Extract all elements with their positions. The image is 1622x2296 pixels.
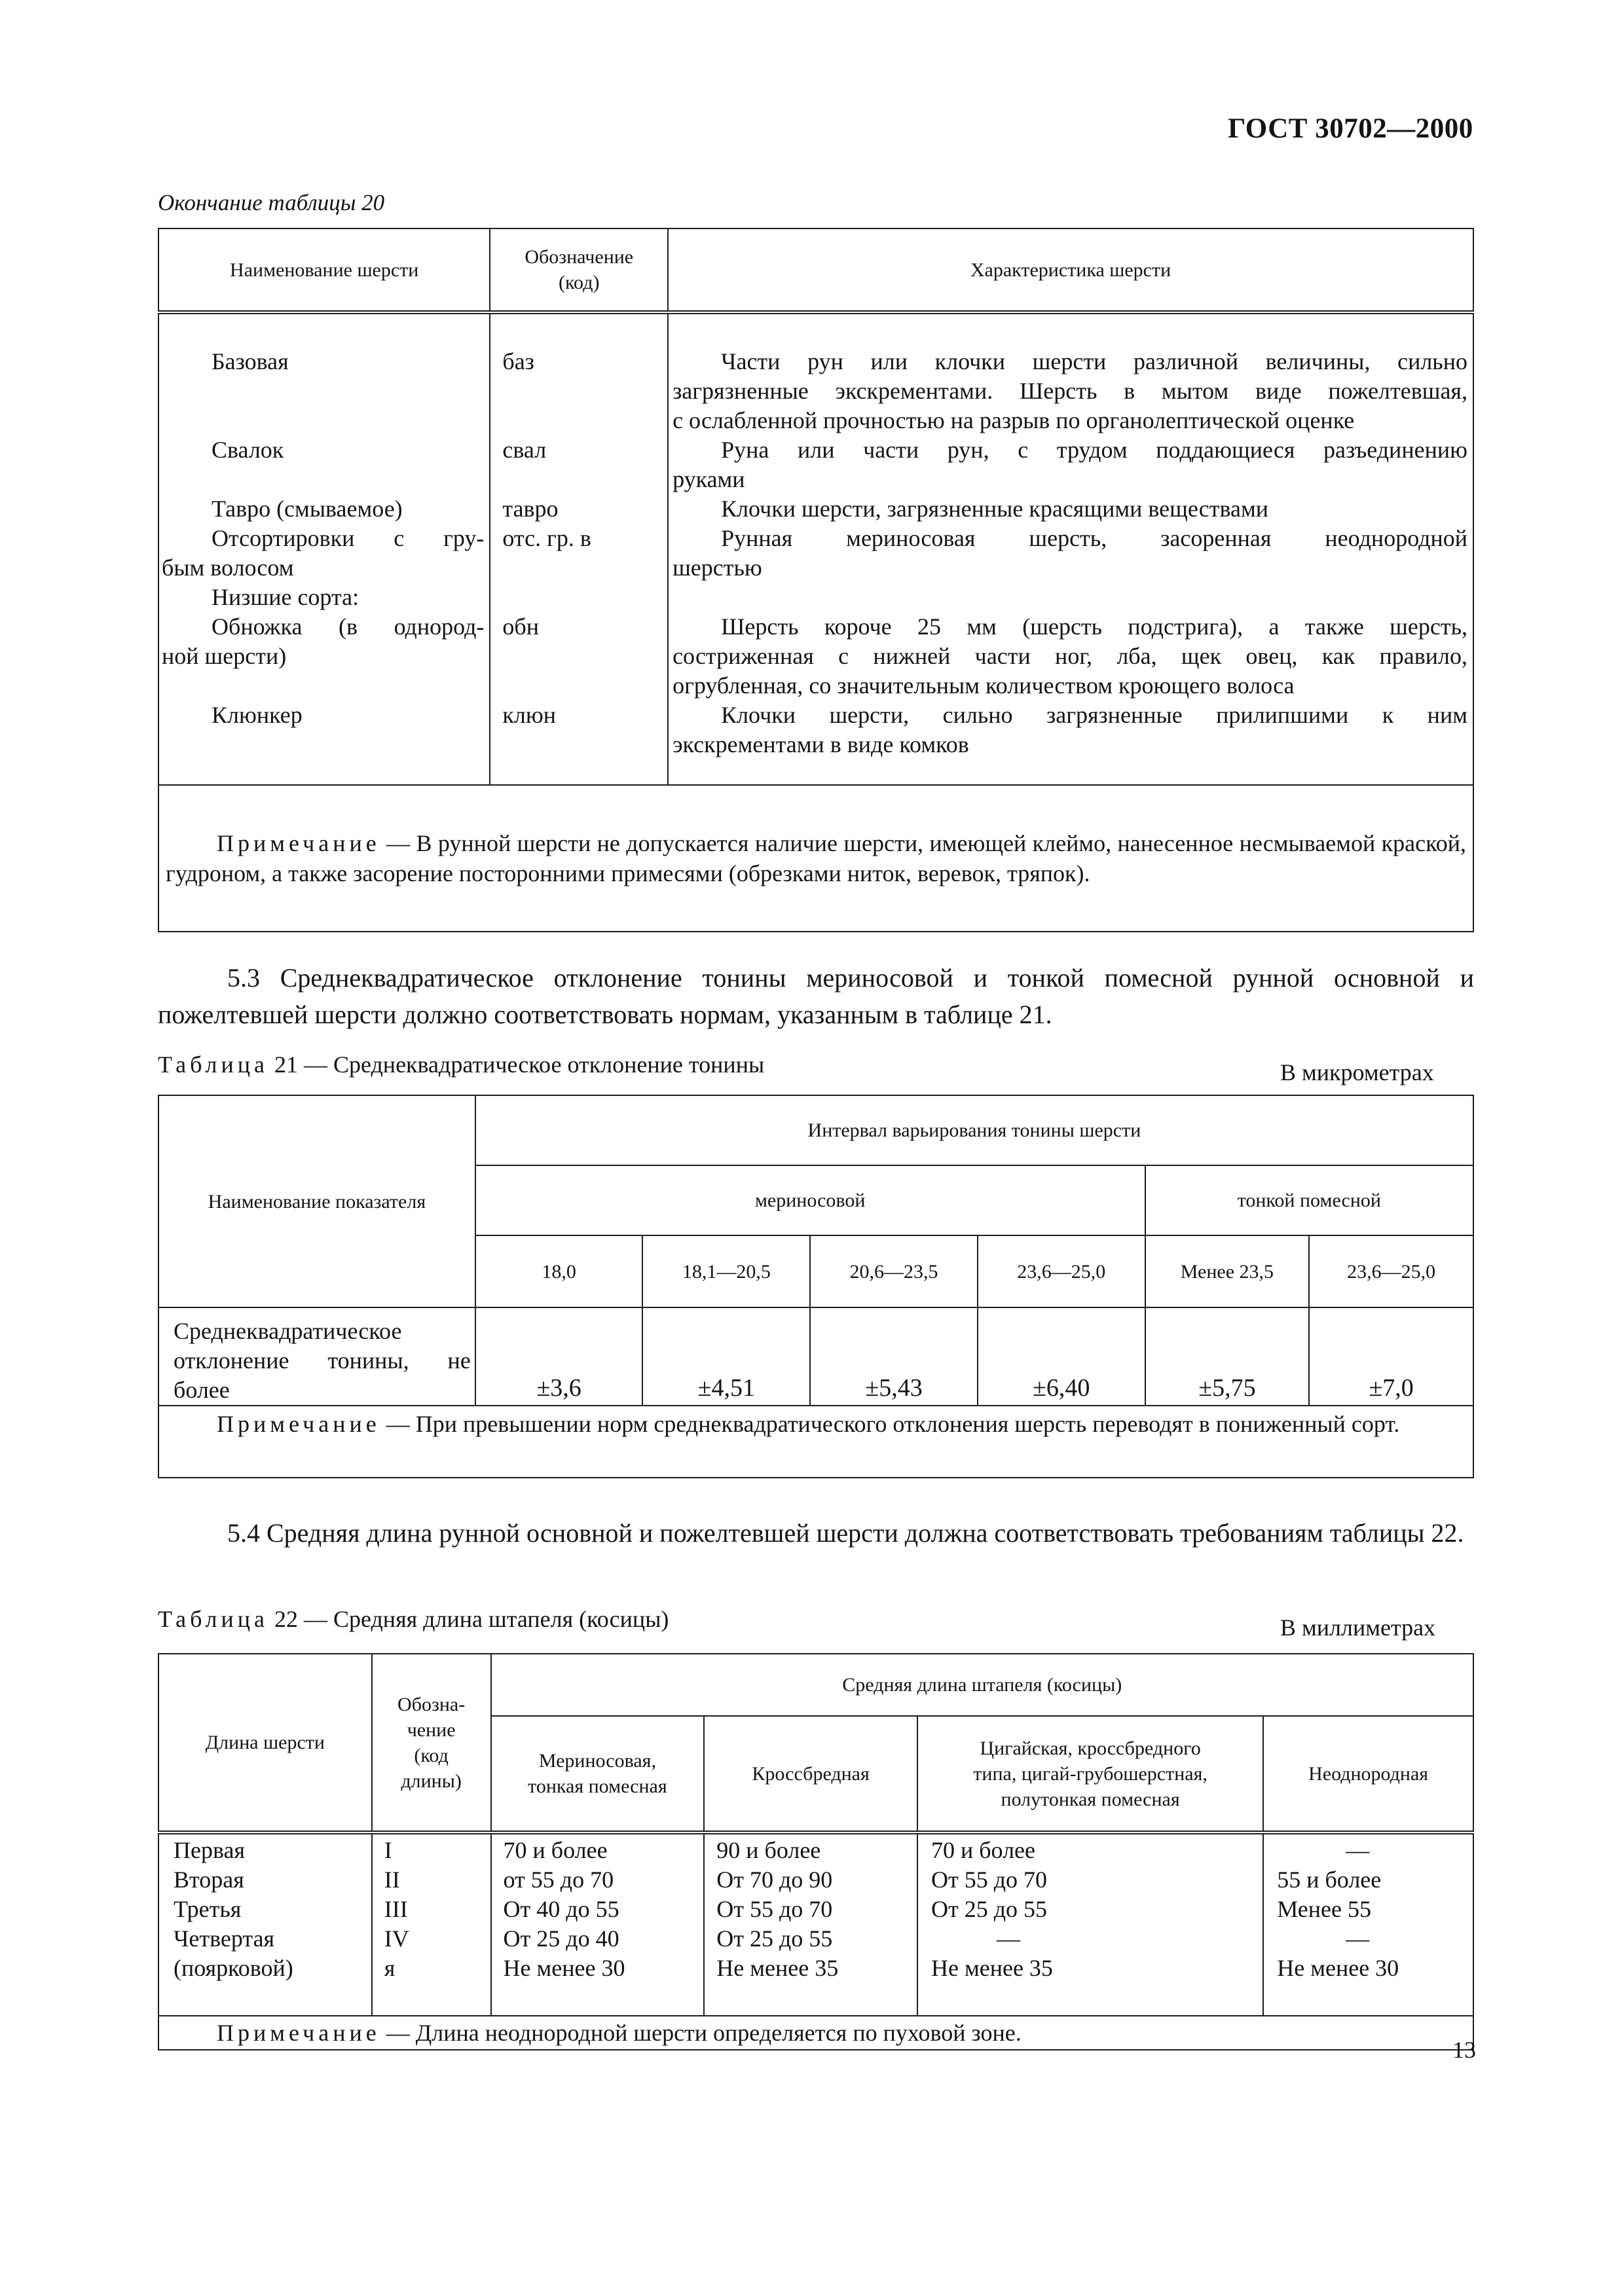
note-text: — В рунной шерсти не допускается наличие шерсти, имеющей клеймо, нанесенное несмываемой краской, гудроном, а также засорение посторонними примесями (обрезками ниток, веревок, тряпок). bbox=[166, 830, 1466, 886]
fineness-range-cell: 23,6—25,0 bbox=[978, 1235, 1145, 1307]
wool-name-line: Базовая bbox=[212, 348, 289, 374]
col-header-desc: Характеристика шерсти bbox=[668, 228, 1473, 312]
empty-line bbox=[502, 376, 667, 406]
subcol-header-line: полутонкая помесная bbox=[1001, 1788, 1180, 1810]
deviation-value-cell: ±7,0 bbox=[1309, 1307, 1473, 1406]
length-cell: 70 и более bbox=[503, 1837, 608, 1863]
wool-desc-line: экскрементами в виде комков bbox=[673, 731, 969, 757]
section-5-4: 5.4 Средняя длина рунной основной и пожелтевшей шерсти должна соответствовать требованиям таблицы 22. bbox=[227, 1518, 1464, 1548]
table-20 bbox=[158, 228, 1474, 932]
wool-name-line: Клюнкер bbox=[212, 702, 303, 728]
deviation-value-cell: ±3,6 bbox=[475, 1307, 643, 1406]
empty-line bbox=[159, 376, 489, 406]
length-cell: От 25 до 40 bbox=[503, 1925, 619, 1952]
col-header-code bbox=[490, 228, 668, 312]
wool-desc-line: Части рун или клочки шерсти различной величины, сильно bbox=[721, 348, 1467, 374]
col-header-code-line: чение bbox=[407, 1719, 456, 1741]
length-cell: От 55 до 70 bbox=[931, 1867, 1048, 1893]
desc-column bbox=[668, 312, 1473, 785]
wool-desc-line: огрубленная, со значительным количеством кроющего волоса bbox=[673, 672, 1295, 699]
length-column-4 bbox=[917, 1832, 1263, 2016]
fineness-range-cell: 20,6—23,5 bbox=[810, 1235, 978, 1307]
row-name-line: более bbox=[174, 1377, 230, 1403]
col-header-length: Длина шерсти bbox=[158, 1654, 372, 1832]
wool-desc-line: Шерсть короче 25 мм (шерсть подстрига), а также шерсть, bbox=[721, 613, 1467, 640]
wool-name-line: ной шерсти) bbox=[162, 643, 287, 669]
length-cell: III bbox=[384, 1896, 408, 1922]
note-text: — При превышении норм среднеквадратического отклонения шерсть переводят в пониженный сорт. bbox=[380, 1411, 1400, 1437]
length-cell: От 55 до 70 bbox=[716, 1896, 833, 1922]
length-cell: 55 и более bbox=[1277, 1867, 1382, 1893]
table-21-label: Таблица bbox=[158, 1051, 268, 1078]
col-header-code-line: (код bbox=[414, 1744, 449, 1766]
subcol-header bbox=[917, 1716, 1263, 1832]
length-cell: 70 и более bbox=[931, 1837, 1035, 1863]
length-cell: II bbox=[384, 1867, 400, 1893]
length-cell: 90 и более bbox=[716, 1837, 821, 1863]
empty-line bbox=[502, 553, 667, 583]
table-21-caption bbox=[158, 1051, 764, 1078]
length-column-3 bbox=[704, 1832, 917, 2016]
wool-desc-line: руками bbox=[673, 466, 745, 492]
wool-desc-line: с ослабленной прочностью на разрыв по органолептической оценке bbox=[673, 407, 1355, 433]
wool-code: тавро bbox=[502, 496, 559, 522]
length-cell: — bbox=[996, 1925, 1020, 1952]
table-22-label: Таблица bbox=[158, 1606, 268, 1632]
length-cell: я bbox=[384, 1955, 396, 1981]
col-header-indicator: Наименование показателя bbox=[158, 1095, 475, 1307]
subcol-header-line: Кроссбредная bbox=[752, 1762, 870, 1785]
wool-desc-line: загрязненные экскрементами. Шерсть в мытом виде пожелтевшая, bbox=[673, 378, 1467, 404]
table-22-note bbox=[158, 2016, 1473, 2050]
empty-line bbox=[502, 730, 667, 759]
row-name-line: отклонение тонины, не bbox=[174, 1347, 471, 1374]
col-header-name: Наименование шерсти bbox=[158, 228, 490, 312]
wool-name-line: Свалок bbox=[212, 437, 284, 463]
subcol-header bbox=[704, 1716, 917, 1832]
wool-desc-line: Руна или части рун, с трудом поддающиеся разъединению bbox=[721, 437, 1467, 463]
length-cell: Вторая bbox=[174, 1867, 244, 1893]
length-cell: (поярковой) bbox=[174, 1955, 293, 1981]
length-cell: От 25 до 55 bbox=[716, 1925, 833, 1952]
table-22-unit: В миллиметрах bbox=[1280, 1614, 1436, 1641]
wool-code: баз bbox=[502, 348, 534, 374]
length-cell: Не менее 35 bbox=[931, 1955, 1053, 1981]
note-text: — Длина неоднородной шерсти определяется по пуховой зоне. bbox=[380, 2020, 1022, 2046]
wool-desc-line: Рунная мериносовая шерсть, засоренная неоднородной bbox=[721, 525, 1467, 551]
wool-code: отс. гр. в bbox=[502, 525, 591, 551]
length-cell: Менее 55 bbox=[1277, 1896, 1371, 1922]
table-21-unit: В микрометрах bbox=[1280, 1059, 1434, 1085]
wool-name-line: Обножка (в однород- bbox=[212, 613, 485, 640]
subcol-header bbox=[491, 1716, 705, 1832]
length-cell: — bbox=[1346, 1837, 1370, 1863]
length-cell: Не менее 30 bbox=[503, 1955, 625, 1981]
table-22 bbox=[158, 1653, 1474, 2050]
wool-code: клюн bbox=[502, 702, 557, 728]
length-cell: IV bbox=[384, 1925, 409, 1952]
col-header-code-text: Обозначение (код) bbox=[525, 246, 634, 293]
subcol-header-line: тонкая помесная bbox=[528, 1776, 667, 1797]
deviation-value-cell: ±5,75 bbox=[1145, 1307, 1310, 1406]
fineness-range-cell: 18,1—20,5 bbox=[642, 1235, 810, 1307]
col-header-code-line: Обозна- bbox=[397, 1693, 466, 1715]
empty-line bbox=[502, 642, 667, 671]
wool-code: свал bbox=[502, 437, 547, 463]
empty-line bbox=[673, 583, 1467, 612]
document-header: ГОСТ 30702—2000 bbox=[1228, 113, 1473, 144]
length-cell: Первая bbox=[174, 1837, 246, 1863]
length-cell: Не менее 35 bbox=[716, 1955, 839, 1981]
length-cell: Не менее 30 bbox=[1277, 1955, 1399, 1981]
table-22-caption bbox=[158, 1605, 669, 1633]
length-cell: I bbox=[384, 1837, 392, 1863]
note-label: Примечание bbox=[217, 2020, 380, 2046]
col-header-staple-length: Средняя длина штапеля (косицы) bbox=[491, 1654, 1473, 1716]
row-name-cell bbox=[158, 1307, 475, 1406]
length-cell: От 70 до 90 bbox=[716, 1867, 833, 1893]
fineness-range-cell: 23,6—25,0 bbox=[1309, 1235, 1473, 1307]
wool-code: обн bbox=[502, 613, 539, 640]
wool-name-line: Низшие сорта: bbox=[212, 584, 359, 610]
col-header-code-line: длины) bbox=[401, 1770, 462, 1792]
subcol-header-line: Неоднородная bbox=[1308, 1762, 1429, 1785]
table-21-note bbox=[158, 1406, 1473, 1478]
length-column-2 bbox=[491, 1832, 705, 2016]
table-21-title: 21 — Среднеквадратическое отклонение тонины bbox=[268, 1051, 765, 1078]
wool-desc-line: Клочки шерсти, сильно загрязненные прилипшими к ним bbox=[721, 702, 1467, 728]
length-cell: От 25 до 55 bbox=[931, 1896, 1048, 1922]
wool-desc-line: шерстью bbox=[673, 555, 762, 581]
deviation-value-cell: ±6,40 bbox=[978, 1307, 1145, 1406]
subcol-header bbox=[1263, 1716, 1473, 1832]
table-21 bbox=[158, 1095, 1474, 1478]
empty-line bbox=[502, 465, 667, 494]
length-cell: Третья bbox=[174, 1896, 242, 1922]
length-cell: — bbox=[1346, 1925, 1370, 1952]
subcol-header-line: Цигайская, кроссбредного bbox=[980, 1737, 1201, 1759]
note-label: Примечание bbox=[217, 830, 380, 856]
table-continuation-label: Окончание таблицы 20 bbox=[158, 190, 385, 215]
fineness-range-cell: Менее 23,5 bbox=[1145, 1235, 1310, 1307]
length-cell: от 55 до 70 bbox=[503, 1867, 614, 1893]
empty-line bbox=[159, 465, 489, 494]
subcol-header-line: Мериносовая, bbox=[538, 1750, 656, 1772]
section-5-3: 5.3 Среднеквадратическое отклонение тонины мериносовой и тонкой помесной рунной основной и пожелтевшей шерсти должно соответствовать нормам, указанным в таблице 21. bbox=[158, 963, 1474, 1029]
empty-line bbox=[159, 730, 489, 759]
length-column-0 bbox=[158, 1832, 372, 2016]
wool-desc-line: Клочки шерсти, загрязненные красящими веществами bbox=[721, 496, 1269, 522]
empty-line bbox=[502, 583, 667, 612]
empty-line bbox=[502, 406, 667, 435]
length-column-1 bbox=[372, 1832, 491, 2016]
row-name-line: Среднеквадратическое bbox=[174, 1318, 402, 1344]
group-fine-crossbred: тонкой помесной bbox=[1145, 1165, 1473, 1235]
length-cell: Четвертая bbox=[174, 1925, 275, 1952]
empty-line bbox=[159, 406, 489, 435]
wool-name-line: бым волосом bbox=[162, 555, 294, 581]
table-20-note bbox=[158, 785, 1473, 932]
deviation-value-cell: ±4,51 bbox=[642, 1307, 810, 1406]
page-number: 13 bbox=[1452, 2037, 1476, 2063]
note-label: Примечание bbox=[217, 1411, 380, 1437]
table-22-title: 22 — Средняя длина штапеля (косицы) bbox=[268, 1606, 669, 1632]
fineness-range-cell: 18,0 bbox=[475, 1235, 643, 1307]
col-header-interval: Интервал варьирования тонины шерсти bbox=[475, 1095, 1473, 1165]
group-merino: мериносовой bbox=[475, 1165, 1145, 1235]
length-cell: От 40 до 55 bbox=[503, 1896, 619, 1922]
wool-desc-line: состриженная с нижней части ног, лба, щек овец, как правило, bbox=[673, 643, 1467, 669]
wool-name-line: Отсортировки с гру- bbox=[212, 525, 485, 551]
length-column-5 bbox=[1263, 1832, 1473, 2016]
code-column bbox=[490, 312, 668, 785]
wool-name-line: Тавро (смываемое) bbox=[212, 496, 403, 522]
name-column bbox=[158, 312, 490, 785]
deviation-value-cell: ±5,43 bbox=[810, 1307, 978, 1406]
empty-line bbox=[502, 671, 667, 701]
subcol-header-line: типа, цигай-грубошерстная, bbox=[973, 1762, 1207, 1785]
empty-line bbox=[159, 671, 489, 701]
col-header-length-code bbox=[372, 1654, 491, 1832]
